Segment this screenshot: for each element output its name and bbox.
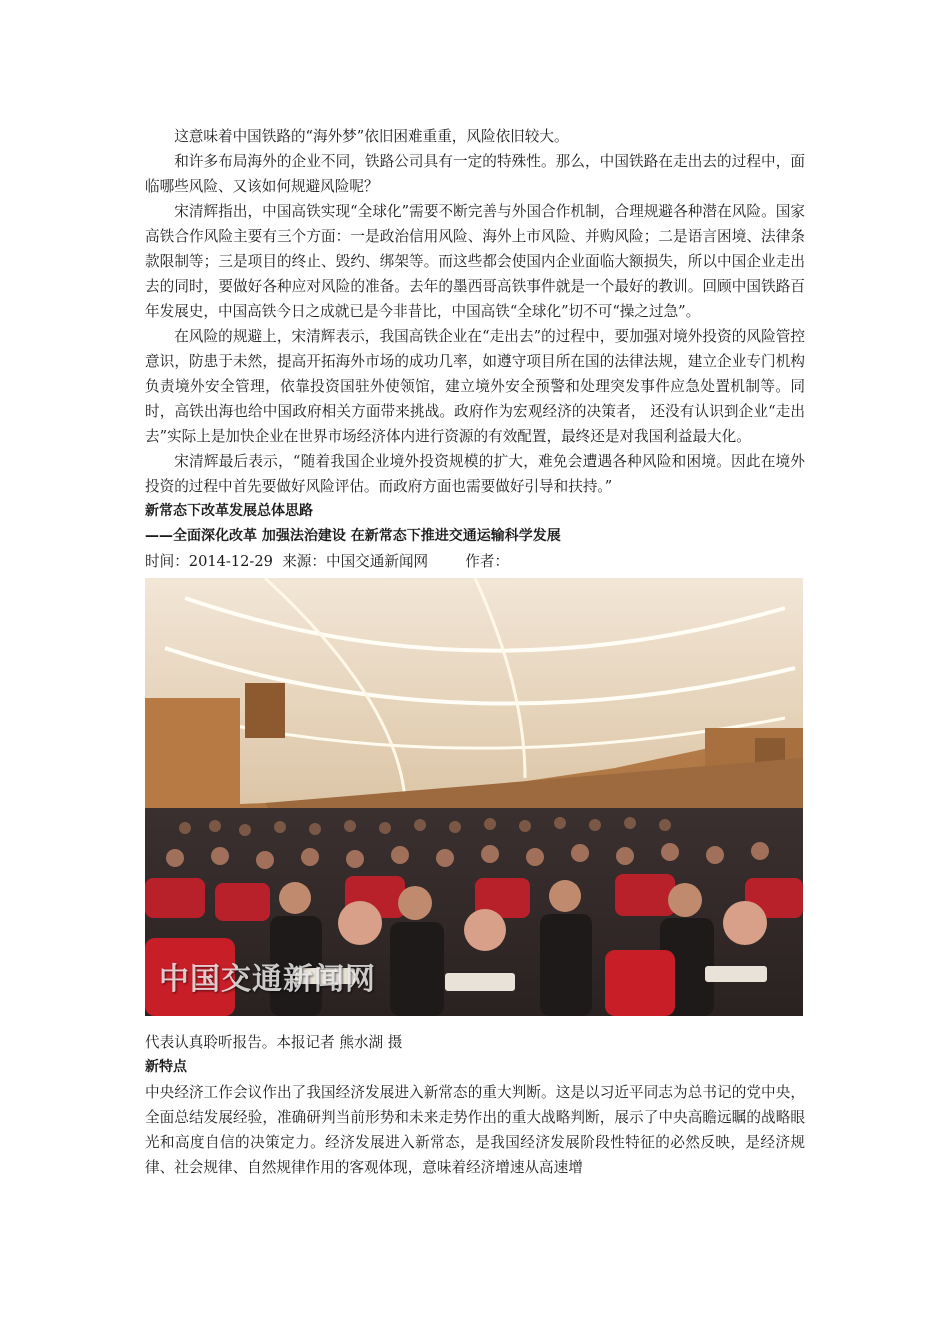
article-paragraph-4: 在风险的规避上，宋清辉表示，我国高铁企业在“走出去”的过程中，要加强对境外投资的风险管控意识，防患于未然，提高开拓海外市场的成功几率，如遵守项目所在国的法律法规，建立企业专门机构负责境外安全管理，依靠投资国驻外使领馆，建立境外安全预警和处理突发事件应急处置机制等。同时，高铁出海也给中国政府相关方面带来挑战。政府作为宏观经济的决策者， 还没有认识到企业“走出去”实际上是加快企业在世界市场经济体内进行资源的有效配置，最终还是对我国利益最大化。 bbox=[145, 328, 805, 445]
section-title: 新常态下改革发展总体思路 bbox=[145, 503, 313, 519]
feature-heading: 新特点 bbox=[145, 1059, 187, 1075]
conference-hall-image bbox=[145, 578, 803, 1016]
photo-watermark: 中国交通新闻网 bbox=[159, 962, 376, 997]
article-paragraph-2: 和许多布局海外的企业不同，铁路公司具有一定的特殊性。那么，中国铁路在走出去的过程中，面临哪些风险、又该如何规避风险呢？ bbox=[145, 153, 805, 195]
conference-photo bbox=[145, 578, 803, 1016]
feature-paragraph: 中央经济工作会议作出了我国经济发展进入新常态的重大判断。这是以习近平同志为总书记的党中央，全面总结发展经验，准确研判当前形势和未来走势作出的重大战略判断，展示了中央高瞻远瞩的战略眼光和高度自信的决策定力。经济发展进入新常态，是我国经济发展阶段性特征的必然反映，是经济规律、社会规律、自然规律作用的客观体现，意味着经济增速从高速增 bbox=[145, 1084, 805, 1176]
article-meta: 时间：2014-12-29 来源：中国交通新闻网 作者： bbox=[145, 553, 510, 570]
document-body bbox=[145, 124, 805, 1180]
article-paragraph-5: 宋清辉最后表示，“随着我国企业境外投资规模的扩大，难免会遭遇各种风险和困境。因此在境外投资的过程中首先要做好风险评估。而政府方面也需要做好引导和扶持。” bbox=[145, 453, 805, 495]
photo-caption: 代表认真聆听报告。本报记者 熊水湖 摄 bbox=[145, 1034, 403, 1051]
article-paragraph-3: 宋清辉指出，中国高铁实现“全球化”需要不断完善与外国合作机制，合理规避各种潜在风险。国家高铁合作风险主要有三个方面：一是政治信用风险、海外上市风险、并购风险；二是语言困境、法律条款限制等；三是项目的终止、毁约、绑架等。而这些都会使国内企业面临大额损失，所以中国企业走出去的同时，要做好各种应对风险的准备。去年的墨西哥高铁事件就是一个最好的教训。回顾中国铁路百年发展史，中国高铁今日之成就已是今非昔比，中国高铁“全球化”切不可“操之过急”。 bbox=[145, 203, 805, 320]
section-subtitle: ——全面深化改革 加强法治建设 在新常态下推进交通运输科学发展 bbox=[145, 528, 561, 544]
article-paragraph-1: 这意味着中国铁路的“海外梦”依旧困难重重，风险依旧较大。 bbox=[174, 128, 569, 145]
